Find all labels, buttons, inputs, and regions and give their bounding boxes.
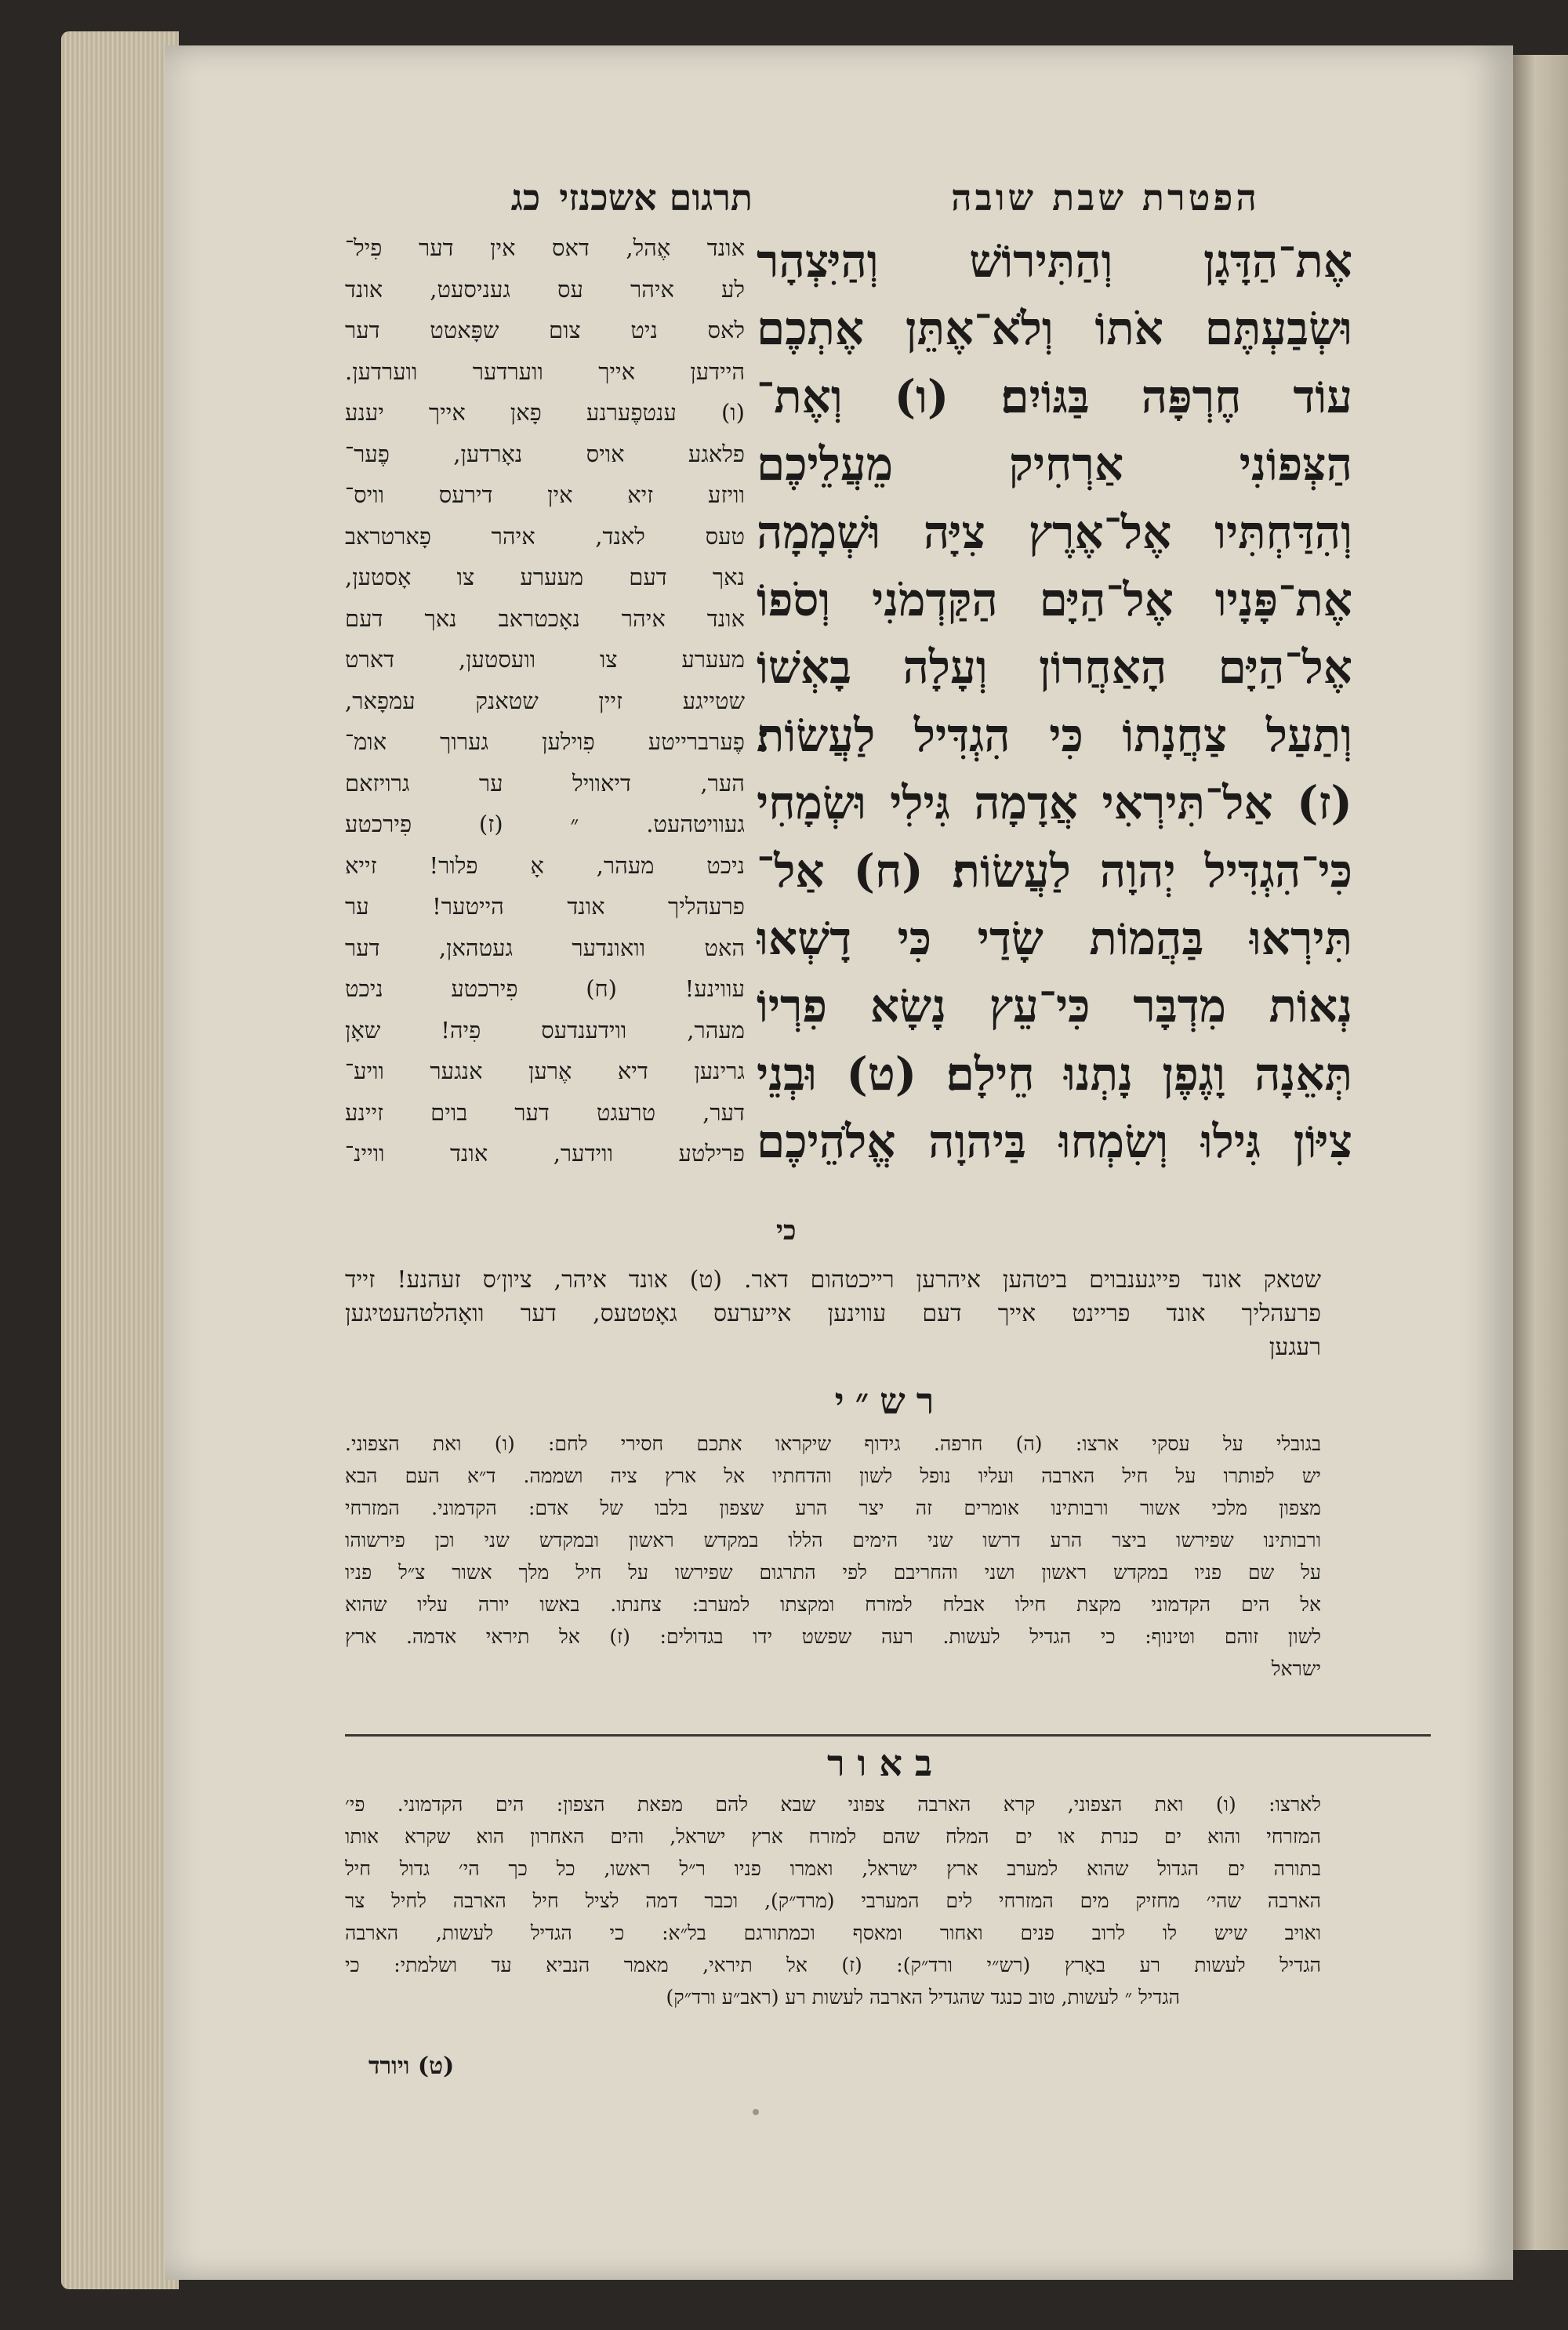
hebrew-line: וְהִדַּחְתִּיו אֶל־אֶרֶץ צִיָּה וּשְׁמָמָה bbox=[757, 505, 1352, 559]
hebrew-line: עוֹד חֶרְפָּה בַּגּוֹיִם׃ (ו) וְאֶת־ bbox=[757, 369, 1352, 423]
biur-line: המזרחי והוא ים כנרת או ים המלח שהם למזרח ארץ ישראל, והים האחרון הוא שקרא אותו bbox=[345, 1825, 1321, 1848]
book-page-edges bbox=[61, 31, 179, 2289]
yiddish-line: לאס ניט צום שפָּאטט דער bbox=[345, 317, 745, 343]
yiddish-line: מעהר, ווידענדעס פִיה! שאָן bbox=[345, 1016, 745, 1043]
rashi-line: בגובלי על עסקי ארצו: (ה) חרפה. גידוף שיקראו אתכם חסירי לחם: (ו) ואת הצפוני. bbox=[345, 1432, 1321, 1455]
biur-commentary bbox=[345, 1789, 1321, 2014]
rashi-line: אל הים הקדמוני מקצת חילו אבלח למזרח ומקצתו למערב: צחנתו. באשו יורה עליו שהוא bbox=[345, 1593, 1321, 1616]
facing-page-sliver bbox=[1513, 55, 1568, 2250]
hebrew-line: וְתַעַל צַחֲנָתוֹ כִּי הִגְדִּיל לַעֲשׂוֹת׃ bbox=[757, 708, 1352, 762]
yiddish-line: פרילטע ווידער, אונד וויינ־ bbox=[345, 1140, 745, 1167]
biur-line: בתורה ים הגדול שהוא למערב ארץ ישראל, ואמרו פניו ר״ל ראשו, כל כך הי׳ גדול חיל bbox=[345, 1857, 1321, 1880]
hebrew-line: אֶת־הַדָּגָן וְהַתִּירוֹשׁ וְהַיִּצְהָר bbox=[757, 234, 1352, 288]
hebrew-line: הַצְּפוֹנִי אַרְחִיק מֵעֲלֵיכֶם bbox=[757, 437, 1352, 492]
biur-line: הגדיל ״ לעשות, טוב כנגד שהגדיל הארבה לעשות רע (ראב״ע ורד״ק) bbox=[666, 1986, 1180, 2009]
hebrew-line: אֶת־פָּנָיו אֶל־הַיָּם הַקַּדְמֹנִי וְסֹפוֹ bbox=[757, 572, 1352, 626]
yiddish-translation-column bbox=[345, 227, 745, 1247]
yiddish-line: דער, טרעגט דער בוים זיינע bbox=[345, 1098, 745, 1126]
yiddish-line: האט וואונדער געטהאן, דער bbox=[345, 934, 745, 961]
yiddish-line: גרינען דיא אֶרען אנגער וויע־ bbox=[345, 1058, 745, 1084]
hebrew-line: אֶל־הַיָּם הָאַחֲרוֹן וְעָלָה בָאְשׁוֹ bbox=[757, 641, 1352, 695]
hebrew-line: נְאוֹת מִדְבָּר כִּי־עֵץ נָשָׂא פִרְיוֹ bbox=[757, 979, 1352, 1033]
rashi-line: ורבותינו שפירשו ביצר הרע דרשו שני הימים הללו במקדש ראשון ובמקדש שני וכן פירשוהו bbox=[345, 1529, 1321, 1552]
hebrew-line: תְּאֵנָה וָגֶפֶן נָתְנוּ חֵילָם׃ (ט) וּבְנֵי bbox=[757, 1047, 1352, 1101]
translation-title: תרגום אשכנזי bbox=[559, 176, 753, 219]
biur-heading: באור bbox=[826, 1742, 946, 1784]
yiddish-full-line: רעגען bbox=[1269, 1334, 1321, 1361]
yiddish-line: פרעהליך אונד הייטער! ער bbox=[345, 893, 745, 920]
yiddish-line: געוויטהעט. ״ (ז) פִירכטע bbox=[345, 811, 745, 837]
yiddish-line: פלאגע אויס נאָרדען, פֶער־ bbox=[345, 440, 745, 467]
running-header-translation bbox=[345, 176, 753, 219]
yiddish-line: טעס לאנד, איהר פָארטראב bbox=[345, 522, 745, 550]
yiddish-translation-continuation bbox=[345, 1264, 1321, 1365]
yiddish-line: לע איהר עס געניסעט, אונד bbox=[345, 275, 745, 303]
hebrew-line: תִּירְאוּ בַּהֲמוֹת שָׂדַי כִּי דָשְׁאוּ bbox=[757, 911, 1352, 965]
rashi-line: יש לפותרו על חיל הארבה ועליו נופל לשון והדחתיו אל ארץ ציה ושממה. ד״א העם הבא bbox=[345, 1464, 1321, 1487]
hebrew-catchword: כי bbox=[776, 1215, 797, 1247]
yiddish-line: עווינע! (ח) פִירכטע ניכט bbox=[345, 975, 745, 1002]
yiddish-line: אונד אֶהל, דאס אין דער פִיל־ bbox=[345, 234, 745, 261]
section-divider bbox=[345, 1734, 1431, 1737]
footer-catchword: (ט) ויורד bbox=[368, 2052, 455, 2080]
yiddish-line: אונד איהר נאָכטראב נאך דעם bbox=[345, 604, 745, 632]
yiddish-line: הער, דיאוויל ער גרויזאם bbox=[345, 769, 745, 797]
biur-line: ואויב שיש לו לרוב פנים ואחור ומאסף וכמתורגם בל״א: כי הגדיל לעשות, הארבה bbox=[345, 1922, 1321, 1944]
rashi-commentary bbox=[345, 1428, 1321, 1686]
biur-line: הארבה שהי׳ מחזיק מים המזרחי לים המערבי (מרד״ק), וכבר דמה לציל חיל הארבה לחיל צר bbox=[345, 1889, 1321, 1912]
rashi-line: על שם פניו במקדש ראשון ושני והחריבם לפי התרגום שפירשו על חיל מלך אשור צ״ל פניו bbox=[345, 1561, 1321, 1584]
yiddish-line: פֶערברייטע פִוילען גערוך אומ־ bbox=[345, 728, 745, 755]
yiddish-line: (ו) ענטפֶערנע פָאן אייך יענע bbox=[345, 399, 745, 426]
hebrew-line: וּשְׂבַעְתֶּם אֹתוֹ וְלֹא־אֶתֵּן אֶתְכֶם bbox=[757, 302, 1352, 356]
yiddish-line: שטייגע זיין שטאנק עמפָאר, bbox=[345, 687, 745, 714]
page-number: כג bbox=[510, 176, 541, 219]
biur-line: הגדיל לעשות רע באָרץ (רש״י ורד״ק): (ז) אל תיראי, מאמר הנביא עד ושלמתי: כי bbox=[345, 1954, 1321, 1976]
hebrew-line: כִּי־הִגְדִּיל יְהוָה לַעֲשׂוֹת׃ (ח) אַל־ bbox=[757, 844, 1352, 898]
rashi-line: לשון זוהם וטינוף: כי הגדיל לעשות. רעה שפשט ידו בגדולים: (ז) אל תיראי אדמה. ארץ bbox=[345, 1625, 1321, 1648]
hebrew-line: צִיּוֹן גִּילוּ וְשִׂמְחוּ בַּיהוָה אֱלֹהֵיכֶם bbox=[757, 1115, 1352, 1169]
rashi-heading: רש״י bbox=[834, 1380, 946, 1422]
yiddish-line: מעערע צו וועסטען, דארט bbox=[345, 646, 745, 673]
hebrew-main-text bbox=[757, 227, 1352, 1247]
rashi-line: ישראל bbox=[1271, 1657, 1321, 1680]
hebrew-line: (ז) אַל־תִּירְאִי אֲדָמָה גִּילִי וּשְׂמָחִי bbox=[757, 776, 1352, 830]
biur-line: לארצו: (ו) ואת הצפוני, קרא הארבה צפוני שבא להם מפאת הצפון: הים הקדמוני. פי׳ bbox=[345, 1793, 1321, 1816]
yiddish-line: נאך דעם מעערע צו אָסטען, bbox=[345, 564, 745, 590]
yiddish-line: ניכט מעהר, אָ פלור! זייא bbox=[345, 851, 745, 879]
yiddish-full-line: שטאק אונד פייגענבוים ביטהען איהרען רייכטהום דאר. (ט) אונד איהר, ציון׳ס זעהנע! זייד bbox=[345, 1266, 1321, 1294]
yiddish-line: וויזע זיא אין דירעס וויס־ bbox=[345, 481, 745, 508]
rashi-line: מצפון מלכי אשור ורבותינו אומרים זה יצר הרע שצפון בלבו של אדם: הקדמוני. המזרחי bbox=[345, 1497, 1321, 1519]
yiddish-full-line: פרעהליך אונד פריינט אייך דעם עווינען אייערעס גאָטטעס, דער וואָהלטהעטיגען bbox=[345, 1300, 1321, 1327]
paper-speck bbox=[753, 2109, 759, 2115]
yiddish-line: היידען אייך ווערדער ווערדען. bbox=[345, 357, 745, 385]
running-header-title: הפטרת שבת שובה bbox=[951, 176, 1260, 219]
